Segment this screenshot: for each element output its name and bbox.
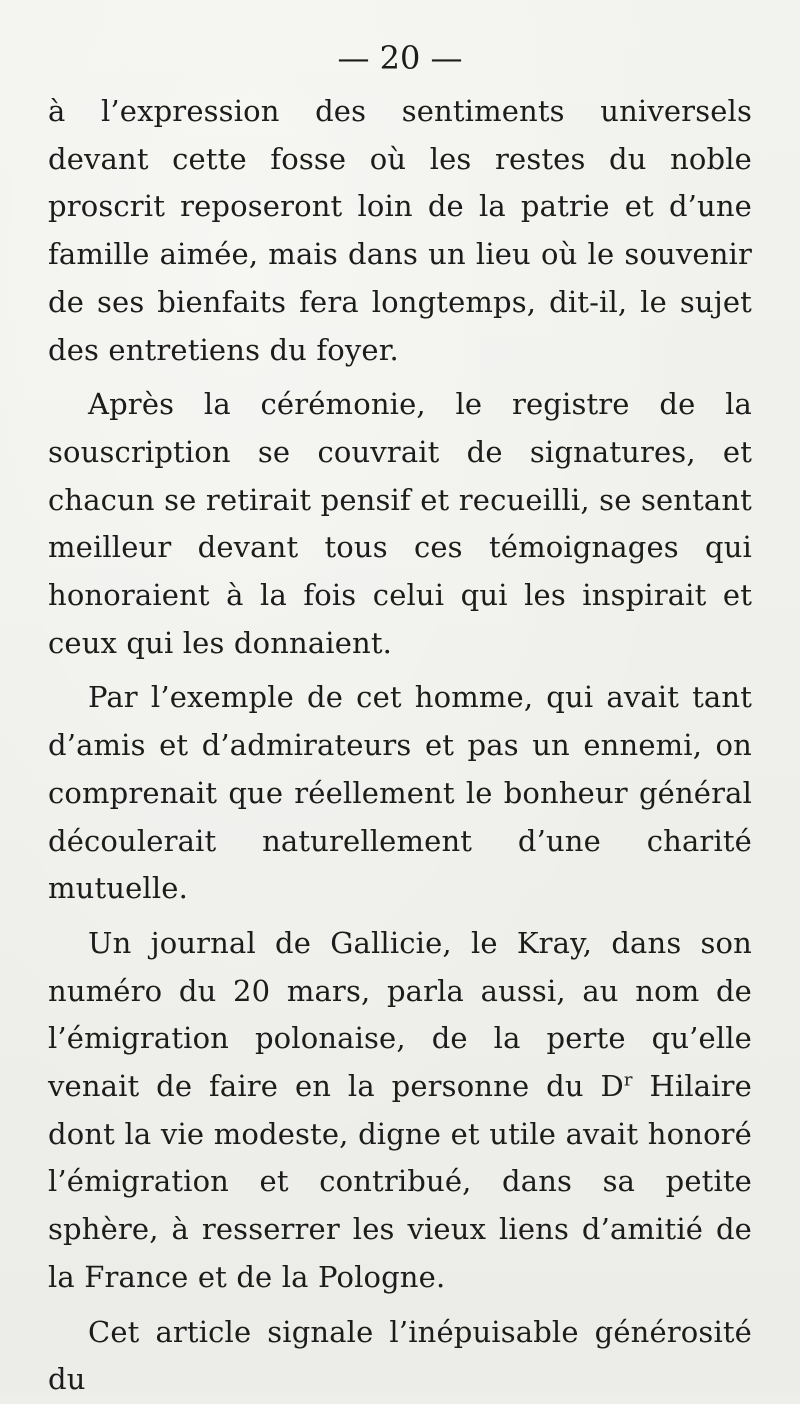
page-text xyxy=(48,88,752,1404)
journal-text-after: Hilaire dont la vie modeste, digne et utile avait honoré l’émigration et contribué, dans sa petite sphère, à resserrer les vieux liens d’amitié de la France et de la Pologne. xyxy=(48,1069,752,1294)
paragraph-journal xyxy=(48,920,752,1302)
page-number: — 20 — xyxy=(337,39,463,77)
paragraph-ceremony: Après la cérémonie, le registre de la souscription se couvrait de signatures, et chacun se retirait pensif et recueilli, se sentant meilleur devant tous ces témoignages qui honoraient à la fois celui qui les inspirait et ceux qui les donnaient. xyxy=(48,387,752,660)
journal-text-before: Un journal de Gallicie, le Kray, dans son numéro du 20 mars, parla aussi, au nom de l’émigration polonaise, de la perte qu’elle venait de faire en la personne du D xyxy=(48,925,752,1104)
paragraph-continuation: à l’expression des sentiments universels devant cette fosse où les restes du noble proscrit reposeront loin de la patrie et d’une famille aimée, mais dans un lieu où le souvenir de ses bienfaits fera longtemps, dit-il, le sujet des entretiens du foyer. xyxy=(48,94,752,367)
paragraph-example: Par l’exemple de cet homme, qui avait tant d’amis et d’admirateurs et pas un ennemi, on comprenait que réellement le bonheur général découlerait naturellement d’une charité mutuelle. xyxy=(48,680,752,906)
paragraph-article: Cet article signale l’inépuisable générosité du xyxy=(48,1314,752,1397)
doctor-superscript: r xyxy=(623,1069,633,1091)
